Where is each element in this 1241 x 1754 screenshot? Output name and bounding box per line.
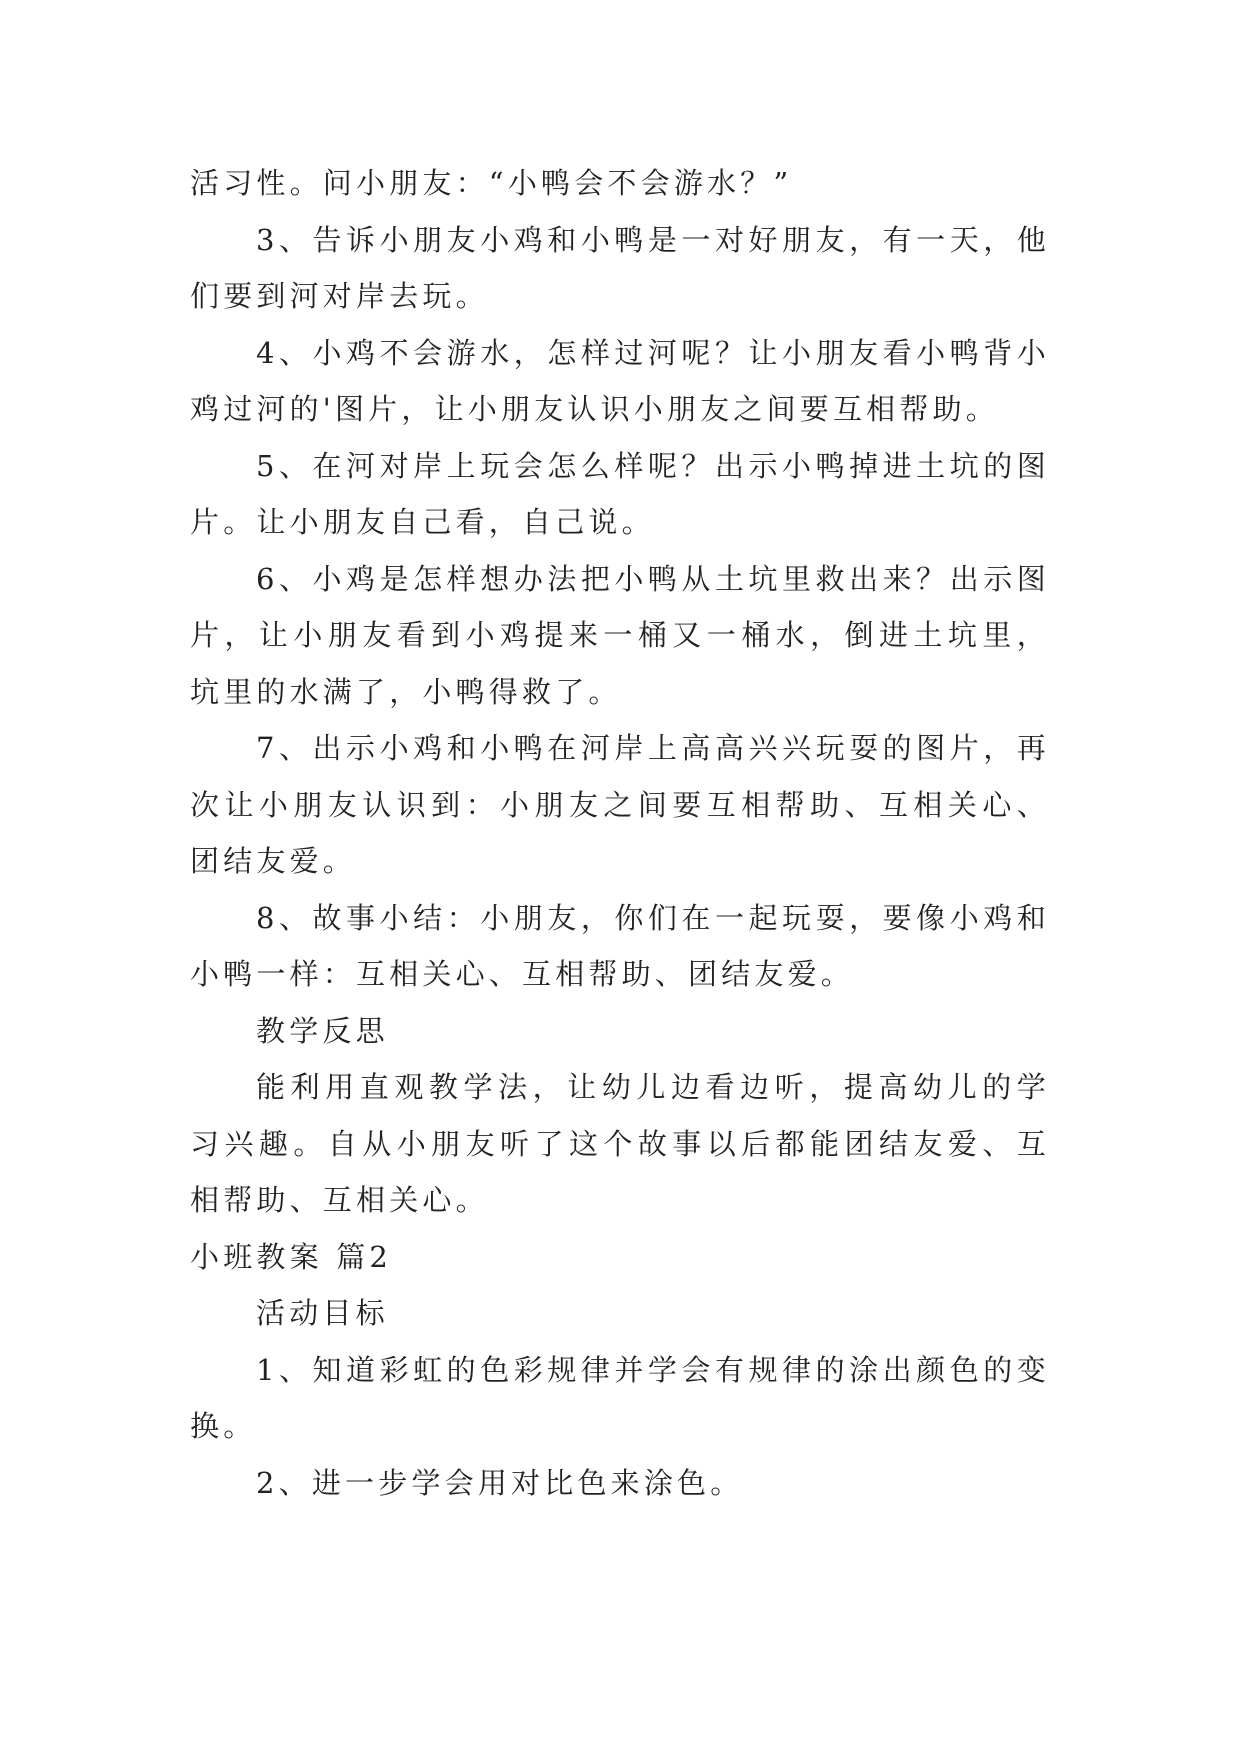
goal-item-2: 2、进一步学会用对比色来涂色。 xyxy=(256,1465,744,1500)
paragraph-step-7: 7、出示小鸡和小鸭在河岸上高高兴兴玩耍的图片，再次让小朋友认识到：小朋友之间要互相帮助、互相关心、团结友爱。 xyxy=(190,731,1050,878)
section-title: 小班教案 篇2 xyxy=(190,1239,393,1274)
paragraph-continued: 活习性。问小朋友：“小鸭会不会游水？” xyxy=(190,166,793,200)
reflection-paragraph: 能利用直观教学法，让幼儿边看边听，提高幼儿的学习兴趣。自从小朋友听了这个故事以后都能团结友爱、互相帮助、互相关心。 xyxy=(190,1070,1050,1217)
paragraph-step-5: 5、在河对岸上玩会怎么样呢？出示小鸭掉进土坑的图片。让小朋友自己看，自己说。 xyxy=(190,448,1050,539)
goal-item-1: 1、知道彩虹的色彩规律并学会有规律的涂出颜色的变换。 xyxy=(190,1352,1050,1443)
paragraph-step-6: 6、小鸡是怎样想办法把小鸭从土坑里救出来？出示图片，让小朋友看到小鸡提来一桶又一桶水，倒进土坑里，坑里的水满了，小鸭得救了。 xyxy=(190,561,1050,709)
paragraph-step-8: 8、故事小结：小朋友，你们在一起玩耍，要像小鸡和小鸭一样：互相关心、互相帮助、团结友爱。 xyxy=(190,900,1050,991)
paragraph-step-4: 4、小鸡不会游水，怎样过河呢？让小朋友看小鸭背小鸡过河的'图片，让小朋友认识小朋友之间要互相帮助。 xyxy=(190,335,1050,426)
document-body xyxy=(190,155,1050,1511)
goals-heading: 活动目标 xyxy=(256,1296,389,1330)
paragraph-step-3: 3、告诉小朋友小鸡和小鸭是一对好朋友，有一天，他们要到河对岸去玩。 xyxy=(190,222,1050,313)
reflection-heading: 教学反思 xyxy=(256,1013,389,1048)
